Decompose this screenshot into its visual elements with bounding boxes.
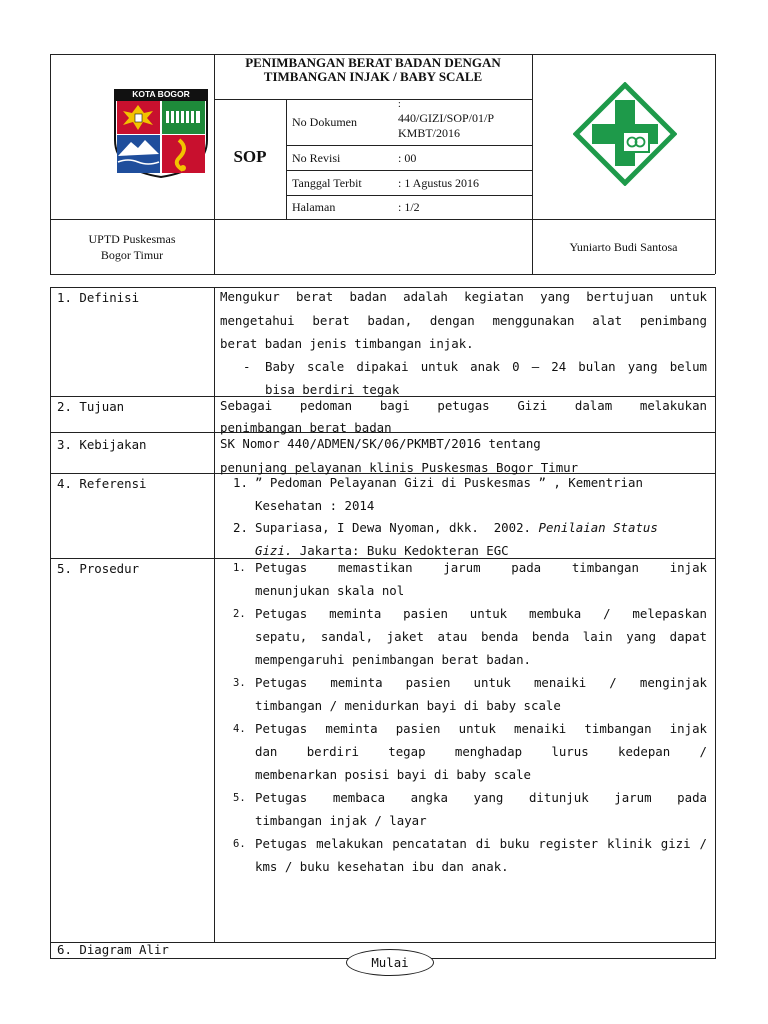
- unit-name: [50, 231, 214, 263]
- no-dokumen-label: No Dokumen: [292, 115, 357, 129]
- definisi-bullet-marker: -: [243, 359, 251, 374]
- prosedur-2-line-2: sepatu, sandal, jaket atau benda benda lain yang dapat: [255, 629, 707, 644]
- referensi-number-2: 2.: [233, 520, 248, 535]
- referensi-label: 4. Referensi: [57, 476, 147, 491]
- prosedur-4-line-1: Petugas meminta pasien untuk menaiki timbangan injak: [255, 721, 707, 736]
- prosedur-number-1: 1.: [233, 562, 246, 574]
- unit-name-line-1: UPTD Puskesmas: [88, 232, 176, 246]
- definisi-bullet-line-2: bisa berdiri tegak: [265, 382, 400, 397]
- document-title: [214, 56, 532, 84]
- prosedur-5-line-1: Petugas membaca angka yang ditunjuk jarum pada: [255, 790, 707, 805]
- definisi-line-2: mengetahui berat badan, dengan menggunakan alat penimbang: [220, 313, 707, 328]
- no-dokumen-value-line-1: 440/GIZI/SOP/01/P: [398, 111, 495, 125]
- puskesmas-cross-icon: [573, 82, 677, 186]
- halaman-label: Halaman: [292, 200, 336, 214]
- title-line-2: TIMBANGAN INJAK / BABY SCALE: [263, 69, 483, 84]
- referensi-number-1: 1.: [233, 475, 248, 490]
- prosedur-number-6: 6.: [233, 838, 246, 850]
- no-dokumen-colon: :: [398, 99, 401, 110]
- tanggal-terbit-label: Tanggal Terbit: [292, 176, 362, 190]
- prosedur-4-line-3: membenarkan posisi bayi di baby scale: [255, 767, 532, 782]
- tujuan-line-1: Sebagai pedoman bagi petugas Gizi dalam melakukan: [220, 398, 707, 413]
- definisi-line-1: Mengukur berat badan adalah kegiatan yang bertujuan untuk: [220, 289, 707, 304]
- referensi-1-line-2: Kesehatan : 2014: [255, 498, 375, 513]
- prosedur-6-line-1: Petugas melakukan pencatatan di buku register klinik gizi /: [255, 836, 707, 851]
- prosedur-2-line-1: Petugas meminta pasien untuk membuka / melepaskan: [255, 606, 707, 621]
- referensi-2-authors: Supariasa, I Dewa Nyoman, dkk. 2002.: [255, 520, 539, 535]
- definisi-line-3: berat badan jenis timbangan injak.: [220, 336, 474, 351]
- definisi-label: 1. Definisi: [57, 290, 140, 305]
- diagram-alir-label: 6. Diagram Alir: [57, 942, 169, 957]
- signer-name: Yuniarto Budi Santosa: [569, 240, 678, 254]
- referensi-2-line-1: [255, 517, 707, 539]
- title-line-1: PENIMBANGAN BERAT BADAN DENGAN: [245, 55, 501, 70]
- tujuan-label: 2. Tujuan: [57, 399, 125, 414]
- prosedur-5-line-2: timbangan injak / layar: [255, 813, 427, 828]
- prosedur-number-2: 2.: [233, 608, 246, 620]
- no-dokumen-value-line-2: KMBT/2016: [398, 126, 461, 140]
- prosedur-3-line-2: timbangan / menidurkan bayi di baby scale: [255, 698, 561, 713]
- kota-bogor-logo-text: KOTA BOGOR: [132, 89, 190, 99]
- prosedur-2-line-3: mempengaruhi penimbangan berat badan.: [255, 652, 532, 667]
- prosedur-3-line-1: Petugas meminta pasien untuk menaiki / menginjak: [255, 675, 707, 690]
- kebijakan-line-1: SK Nomor 440/ADMEN/SK/06/PKMBT/2016 tentang: [220, 436, 541, 451]
- kebijakan-line-2: penunjang pelayanan klinis Puskesmas Bogor Timur: [220, 460, 579, 475]
- prosedur-number-3: 3.: [233, 677, 246, 689]
- referensi-2-title-part-1: Penilaian Status: [538, 520, 658, 535]
- kebijakan-label: 3. Kebijakan: [57, 437, 147, 452]
- tujuan-line-2: penimbangan berat badan: [220, 420, 392, 435]
- tanggal-terbit-value: : 1 Agustus 2016: [398, 176, 480, 190]
- no-revisi-label: No Revisi: [292, 151, 341, 165]
- puskesmas-logo: [573, 82, 677, 190]
- no-dokumen-value: [398, 99, 494, 141]
- no-revisi-value: : 00: [398, 151, 417, 165]
- prosedur-6-line-2: kms / buku kesehatan ibu dan anak.: [255, 859, 509, 874]
- definisi-bullet-line-1: Baby scale dipakai untuk anak 0 – 24 bulan yang belum: [265, 359, 707, 374]
- unit-name-line-2: Bogor Timur: [100, 248, 164, 262]
- referensi-1-line-1: ” Pedoman Pelayanan Gizi di Puskesmas ” , Kementrian: [255, 475, 643, 490]
- prosedur-number-5: 5.: [233, 792, 246, 804]
- prosedur-4-line-2: dan berdiri tegap menghadap lurus kedepan /: [255, 744, 707, 759]
- prosedur-1-line-1: Petugas memastikan jarum pada timbangan injak: [255, 560, 707, 575]
- kota-bogor-emblem: [113, 88, 209, 178]
- flow-start-label: Mulai: [371, 955, 409, 970]
- halaman-value: : 1/2: [398, 200, 420, 214]
- prosedur-1-line-2: menunjukan skala nol: [255, 583, 405, 598]
- prosedur-label: 5. Prosedur: [57, 561, 140, 576]
- referensi-2-publisher: Jakarta: Buku Kedokteran EGC: [292, 543, 509, 558]
- prosedur-number-4: 4.: [233, 723, 246, 735]
- referensi-2-title-part-2: Gizi.: [255, 543, 293, 558]
- sop-label: SOP: [233, 147, 267, 166]
- kota-bogor-logo-icon: [113, 88, 209, 178]
